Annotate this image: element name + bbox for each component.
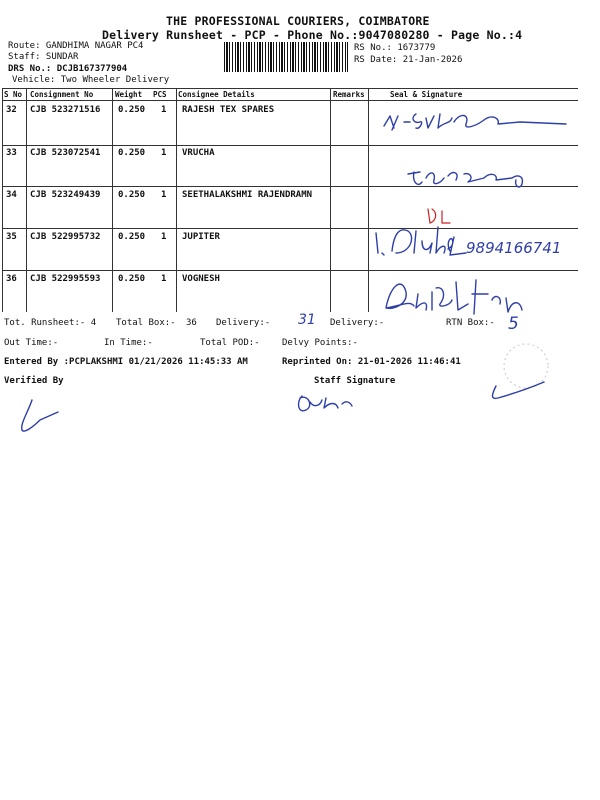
cell-consignee: VOGNESH bbox=[182, 274, 220, 284]
cell-weight: 0.250 bbox=[118, 105, 146, 115]
stamp-mark bbox=[478, 340, 558, 410]
signature-row33 bbox=[404, 160, 534, 196]
entered-by: Entered By :PCPLAKSHMI 01/21/2026 11:45:33 AM bbox=[4, 357, 248, 367]
cell-consignment: CJB 523271516 bbox=[30, 105, 101, 115]
delivery-points-label: Delvy Points:- bbox=[282, 338, 358, 348]
verified-signature bbox=[10, 396, 70, 436]
header-sno: S No bbox=[4, 90, 23, 99]
handwritten-rtn-count: 5 bbox=[508, 314, 519, 334]
header-remarks: Remarks bbox=[333, 90, 365, 99]
staff-label: Staff: SUNDAR bbox=[8, 52, 79, 62]
rs-date: RS Date: 21-Jan-2026 bbox=[354, 55, 463, 65]
cell-weight: 0.250 bbox=[118, 232, 146, 242]
out-time-label: Out Time:- bbox=[4, 338, 59, 348]
total-box-value: 36 bbox=[186, 318, 197, 328]
cell-sno: 32 bbox=[6, 105, 17, 115]
vehicle-label: Vehicle: Two Wheeler Delivery bbox=[12, 75, 170, 85]
cell-consignment: CJB 522995732 bbox=[30, 232, 101, 242]
total-runsheet: Tot. Runsheet:- 4 bbox=[4, 318, 97, 328]
staff-signature-label: Staff Signature bbox=[314, 376, 396, 386]
signature-row35 bbox=[370, 203, 580, 263]
cell-pcs: 1 bbox=[161, 148, 167, 158]
cell-consignee: RAJESH TEX SPARES bbox=[182, 105, 275, 115]
cell-pcs: 1 bbox=[161, 105, 167, 115]
barcode-image bbox=[224, 42, 348, 72]
staff-signature bbox=[290, 386, 360, 422]
cell-pcs: 1 bbox=[161, 274, 167, 284]
rtn-box-label: RTN Box:- bbox=[446, 318, 495, 328]
signature-row36 bbox=[376, 270, 556, 320]
cell-sno: 36 bbox=[6, 274, 17, 284]
total-box-label: Total Box:- bbox=[116, 318, 176, 328]
cell-weight: 0.250 bbox=[118, 190, 146, 200]
cell-weight: 0.250 bbox=[118, 148, 146, 158]
header-consignment: Consignment No bbox=[30, 90, 94, 99]
signature-row32 bbox=[380, 104, 580, 140]
cell-weight: 0.250 bbox=[118, 274, 146, 284]
handwritten-phone: 9894166741 bbox=[466, 239, 562, 257]
cell-consignment: CJB 523249439 bbox=[30, 190, 101, 200]
undelivery-label: Delivery:- bbox=[330, 318, 385, 328]
cell-sno: 35 bbox=[6, 232, 17, 242]
in-time-label: In Time:- bbox=[104, 338, 153, 348]
cell-consignment: CJB 522995593 bbox=[30, 274, 101, 284]
cell-sno: 34 bbox=[6, 190, 17, 200]
cell-consignment: CJB 523072541 bbox=[30, 148, 101, 158]
delivery-label: Delivery:- bbox=[216, 318, 271, 328]
header-weight: Weight bbox=[115, 90, 143, 99]
cell-pcs: 1 bbox=[161, 232, 167, 242]
rs-number: RS No.: 1673779 bbox=[354, 43, 436, 53]
cell-consignee: SEETHALAKSHMI RAJENDRAMN bbox=[182, 190, 313, 200]
cell-sno: 33 bbox=[6, 148, 17, 158]
route-label: Route: GANDHIMA NAGAR PC4 bbox=[8, 41, 144, 51]
drs-number: DRS No.: DCJB167377904 bbox=[8, 64, 128, 74]
cell-consignee: JUPITER bbox=[182, 232, 220, 242]
handwritten-delivered-count: 31 bbox=[298, 312, 316, 328]
header-consignee: Consignee Details bbox=[178, 90, 255, 99]
verified-by-label: Verified By bbox=[4, 376, 64, 386]
header-pcs: PCS bbox=[153, 90, 167, 99]
cell-consignee: VRUCHA bbox=[182, 148, 215, 158]
header-seal-signature: Seal & Signature bbox=[390, 90, 463, 99]
cell-pcs: 1 bbox=[161, 190, 167, 200]
company-title: THE PROFESSIONAL COURIERS, COIMBATORE bbox=[166, 14, 430, 28]
total-pod-label: Total POD:- bbox=[200, 338, 260, 348]
runsheet-subtitle: Delivery Runsheet - PCP - Phone No.:9047080280 - Page No.:4 bbox=[102, 28, 523, 42]
reprinted-on: Reprinted On: 21-01-2026 11:46:41 bbox=[282, 357, 461, 367]
